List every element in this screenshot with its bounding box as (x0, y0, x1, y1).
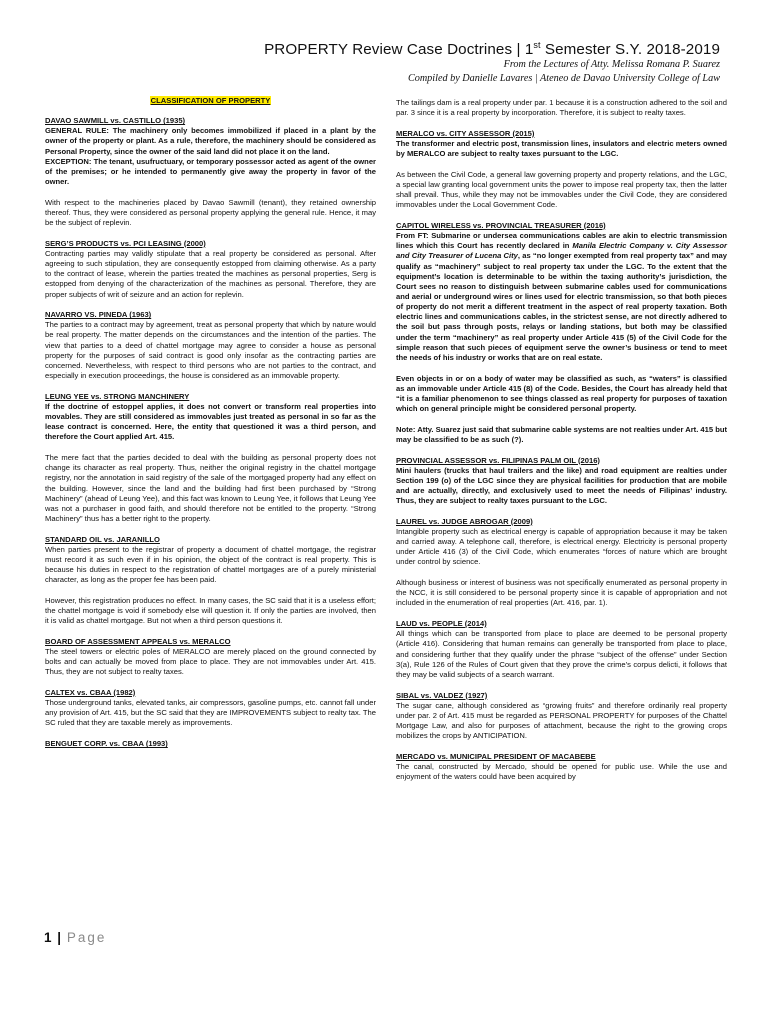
case-title: LEUNG YEE vs. STRONG MANCHINERY (45, 391, 190, 401)
case-text: Those underground tanks, elevated tanks, air compressors, gasoline pumps, etc. cannot fall under any provision of Art. 415, but the SC said that they are IMPROVEMENTS subject to realty tax. The SC ruled that they are taxable merely as improvements. (45, 698, 376, 728)
case-laud (396, 619, 727, 680)
case-text: Although business or interest of business was not specifically enumerated as personal property in the NCC, it is still considered to be personal property since it is capable of appropriation and not included in the enumeration of real properties (Art. 416, par. 1). (396, 578, 727, 608)
section-heading: CLASSIFICATION OF PROPERTY (150, 96, 271, 105)
case-text: The steel towers or electric poles of MERALCO are merely placed on the ground connected by bolts and can actually be moved from place to place. They are not immovables under Art. 415. Thus, they are not subject to realty taxes. (45, 647, 376, 677)
case-text: With respect to the machineries placed by Davao Sawmill (tenant), they retained ownership thereof. Thus, they were considered as personal property applying the general rule. Hence, it may be the subject of replevin. (45, 197, 376, 228)
case-title: MERCADO vs. MUNICIPAL PRESIDENT OF MACABEBE (396, 751, 596, 761)
case-title: STANDARD OIL vs. JARANILLO (45, 534, 160, 544)
case-title: LAUD vs. PEOPLE (2014) (396, 619, 487, 629)
case-paragraph (396, 98, 727, 118)
case-text: When parties present to the registrar of property a document of chattel mortgage, the registrar must record it as such even if in his opinion, the object of the contract is real property. This is because his duties in respect to the registration of chattel mortgages are of a purely ministerial character, as long as the proper fee has been paid. (45, 544, 376, 585)
page-label: Page (66, 930, 107, 945)
page-header (264, 40, 720, 86)
case-text: The mere fact that the parties decided to deal with the building as personal property does not change its character as real property. Thus, neither the original registry in the chattel mortgage registry, nor the annotation in said registry of the sale of the mortgaged property had any effect on the building. However, since the land and the building had first been purchased by “Strong Machinery” (ahead of Leung Yee), and this fact was known to Leung Yee, it follows that Leung Yee was not a purchaser in good faith, and should therefore not be entitled to the property. “Strong Machinery” thus has a better right to the property. (45, 453, 376, 523)
case-text: Contracting parties may validly stipulate that a real property be considered as personal. After agreeing to such stipulation, they are consequently estopped from claiming otherwise. As a party to the contract of lease, wherein the parties treated the machines as personal properties, Serg is estopped from denying of the characterization of the machines as personal. Therefore, they are proper subjects of writ of seizure and an action for replevin. (45, 248, 376, 299)
document-title: PROPERTY Review Case Doctrines | 1st Semester S.Y. 2018-2019 (264, 40, 720, 59)
page-footer (44, 930, 106, 945)
case-paragraph (396, 578, 727, 608)
case-title: SIBAL vs. VALDEZ (1927) (396, 690, 488, 700)
case-filipinas-palm-oil (396, 456, 727, 507)
case-text: The tailings dam is a real property under par. 1 because it is a construction adhered to the soil and par. 3 since it is a real property by incorporation. Therefore, it is subject to realty taxes. (396, 98, 727, 118)
case-title: CALTEX vs. CBAA (1982) (45, 688, 136, 697)
case-paragraph (396, 374, 727, 415)
case-title: BENGUET CORP. vs. CBAA (1993) (45, 739, 168, 749)
case-text: The parties to a contract may by agreement, treat as personal property that which by nature would be real property. The matter depends on the circumstances and the intention of the parties. The view that parties to a deed of chattel mortgage may agree to consider a house as personal property for the purposes of said contract is good only insofar as the contracting parties are concerned. Nevertheless, with respect to third persons who are not parties to the contract, and especially in execution proceedings, the house is considered as an immovable property. (45, 320, 376, 381)
case-title: SERG’S PRODUCTS vs. PCI LEASING (2000) (45, 238, 206, 248)
case-text: EXCEPTION: The tenant, usufructuary, or temporary possessor acted as agent of the owner of the premises; or he intended to permanently give away the property in favor of the owner. (45, 156, 376, 187)
case-caltex (45, 688, 376, 729)
case-benguet (45, 739, 376, 749)
case-text: All things which can be transported from place to place are deemed to be personal property (Article 416). Considering that human remains can generally be transported from place to place, and considering further that they qualify under the phrase “subject of the offense” under Section 3(a), Rule 126 of the Rules of Court given that they prove the crime’s corpus delicti, it follows that they may be valid subjects of a search warrant. (396, 629, 727, 679)
case-title: PROVINCIAL ASSESSOR vs. FILIPINAS PALM OIL (2016) (396, 455, 600, 465)
case-paragraph (45, 453, 376, 524)
case-paragraph (45, 198, 376, 228)
case-text: From FT: Submarine or undersea communications cables are akin to electric transmission lines which this Court has recently declared in Manila Electric Company v. City Assessor and City Treasurer of Lucena City, as “no longer exempted from real property tax” and may qualify as “machinery” subject to real property tax under the LGC. To the extent that the equipment’s location is determinable to be within the taxing authority’s jurisdiction, the Court sees no reason to distinguish between submarine cables used for communications and aerial or underground wires or lines used for electric transmission, so that both pieces of property do not merit a different treatment in the aspect of real property taxation. Both electric lines and communications cables, in the strictest sense, are not directly adhered to the soil but pass through posts, relays or landing stations, but both may be classified under the term “machinery” as real property under Article 415 (5) of the Civil Code for the simple reason that such pieces of equipment serve the owner’s business or tend to meet the needs of his industry or works that are on real estate. (396, 231, 727, 362)
case-sergs-products (45, 239, 376, 300)
case-text: If the doctrine of estoppel applies, it does not convert or transform real properties into movables. They are still considered as immovables just treated as personal in so far as the lease contract is concerned. Here, the entity that questioned it was a third person, and therefore the Court applied Art. 415. (45, 401, 376, 442)
case-text: GENERAL RULE: The machinery only becomes immobilized if placed in a plant by the owner of the property or plant. As a rule, therefore, the machinery should be considered as Personal Property, since the owner of the said land did not place it on the land. (45, 126, 376, 156)
case-title: MERALCO vs. CITY ASSESSOR (2015) (396, 128, 535, 138)
case-davao-sawmill (45, 116, 376, 187)
compiler-credit: Compiled by Danielle Lavares | Ateneo de Davao University College of Law (407, 73, 720, 85)
case-text: Mini haulers (trucks that haul trailers and the like) and road equipment are realties under Section 199 (o) of the LGC since they are physical facilities for production that are mobile and are actually, directly, and exclusively used to meet the needs of Filipinas’ industry. Thus, they are subject to realty taxes pursuant to the LGC. (396, 465, 727, 506)
case-standard-oil (45, 535, 376, 586)
case-title: NAVARRO VS. PINEDA (1963) (45, 310, 152, 320)
page-number: 1 (44, 930, 52, 945)
footer-separator: | (57, 930, 62, 945)
case-text: Intangible property such as electrical energy is capable of appropriation because it may be taken and carried away. A telephone call, therefore, is electrical energy. Electricity is personal property under Article 416 (3) of the Civil Code, which enumerates “forces of nature which are brought under control by science. (396, 526, 727, 567)
lecture-credit: From the Lectures of Atty. Melissa Romana P. Suarez (503, 59, 720, 71)
case-laurel (396, 517, 727, 568)
case-title: BOARD OF ASSESSMENT APPEALS vs. MERALCO (45, 636, 231, 646)
right-column (396, 98, 727, 793)
case-title: LAUREL vs. JUDGE ABROGAR (2009) (396, 516, 533, 526)
case-leung-yee (45, 392, 376, 443)
case-text: Even objects in or on a body of water may be classified as such, as “waters” is classified as an immovable under Article 415 (8) of the Code. Besides, the Court has already held that “it is a familiar phenomenon to see things classed as real property for purposes of taxation which on general principle might be considered personal property. (396, 373, 727, 414)
case-text: The transformer and electric post, transmission lines, insulators and electric meters owned by MERALCO are subject to realty taxes pursuant to the LGC. (396, 138, 727, 159)
case-text: The sugar cane, although considered as “growing fruits” and therefore ordinarily real property under par. 2 of Art. 415 must be regarded as PERSONAL PROPERTY for purposes of the Chattel Mortgage Law, and also for purposes of attachment, because the right to the growing crops mobilizes the crops by ANTICIPATION. (396, 700, 727, 741)
case-text: As between the Civil Code, a general law governing property and property relations, and the LGC, a special law granting local government units the power to impose real property tax, then the latter shall prevail. Thus, while they may not be immovables under the Civil Code, they are considered immovables under the Local Government Code. (396, 169, 727, 210)
case-text: Note: Atty. Suarez just said that submarine cable systems are not realties under Art. 415 but may be classified to be as such (?). (396, 424, 727, 444)
case-text: The canal, constructed by Mercado, should be opened for public use. While the use and enjoyment of the waters could have been acquired by (396, 761, 727, 782)
case-capitol-wireless (396, 221, 727, 363)
case-paragraph (45, 596, 376, 626)
case-paragraph (396, 170, 727, 211)
case-meralco-city-assessor (396, 129, 727, 159)
case-board-assessment (45, 637, 376, 678)
case-title: CAPITOL WIRELESS vs. PROVINCIAL TREASURER (2016) (396, 220, 606, 230)
left-column (45, 96, 376, 760)
case-sibal (396, 691, 727, 742)
case-mercado (396, 752, 727, 782)
case-navarro (45, 310, 376, 381)
case-title: DAVAO SAWMILL vs. CASTILLO (1935) (45, 116, 186, 126)
case-text: However, this registration produces no effect. In many cases, the SC said that it is a useless effort; the chattel mortgage is void if somebody else will question it. If only the parties are involved, then it is valid as chattel mortgage. But not when a third person questions it. (45, 595, 376, 626)
case-note (396, 425, 727, 445)
